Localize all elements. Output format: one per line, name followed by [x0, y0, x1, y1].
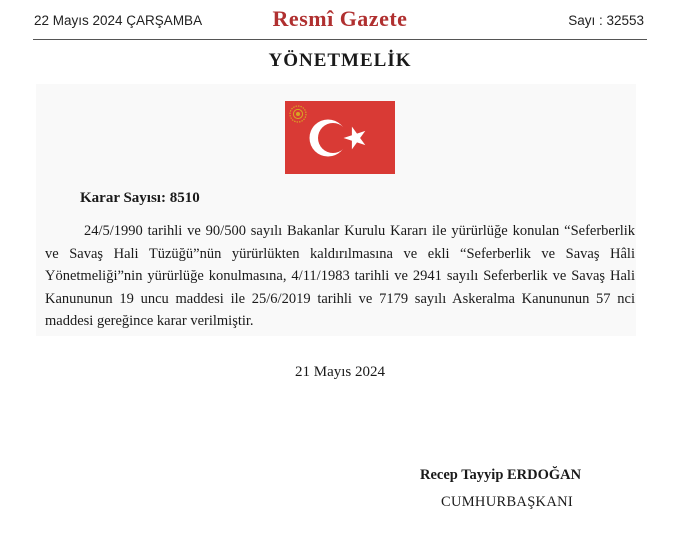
decision-number: Karar Sayısı: 8510 [80, 190, 200, 206]
document-type: YÖNETMELİK [268, 50, 412, 71]
signing-date: 21 Mayıs 2024 [295, 364, 385, 380]
gazette-title: Resmî Gazete [272, 6, 408, 31]
signer-name: Recep Tayyip ERDOĞAN [420, 467, 582, 483]
issue-number: Sayı : 32553 [568, 13, 644, 28]
turkish-flag-icon [285, 101, 395, 174]
signer-title: CUMHURBAŞKANI [441, 494, 573, 510]
publication-date: 22 Mayıs 2024 ÇARŞAMBA [34, 13, 203, 28]
gazette-header [0, 0, 680, 44]
decision-body: 24/5/1990 tarihli ve 90/500 sayılı Bakanlar Kurulu Kararı ile yürürlüğe konulan “Seferberlik ve Savaş Hali Tüzüğü”nün yürürlükten kaldırılmasına ve ekli “Seferberlik ve Savaş Hâli Yönetmeliği”nin yürürlüğe konulmasına, 4/11/1983 tarihli ve 2941 sayılı Seferberlik ve Savaş Hali Kanununun 19 uncu maddesi ile 25/6/2019 tarihli ve 7179 sayılı Askeralma Kanununun 57 nci maddesi gereğince karar verilmiştir. [45, 223, 635, 329]
header-divider [33, 39, 647, 40]
